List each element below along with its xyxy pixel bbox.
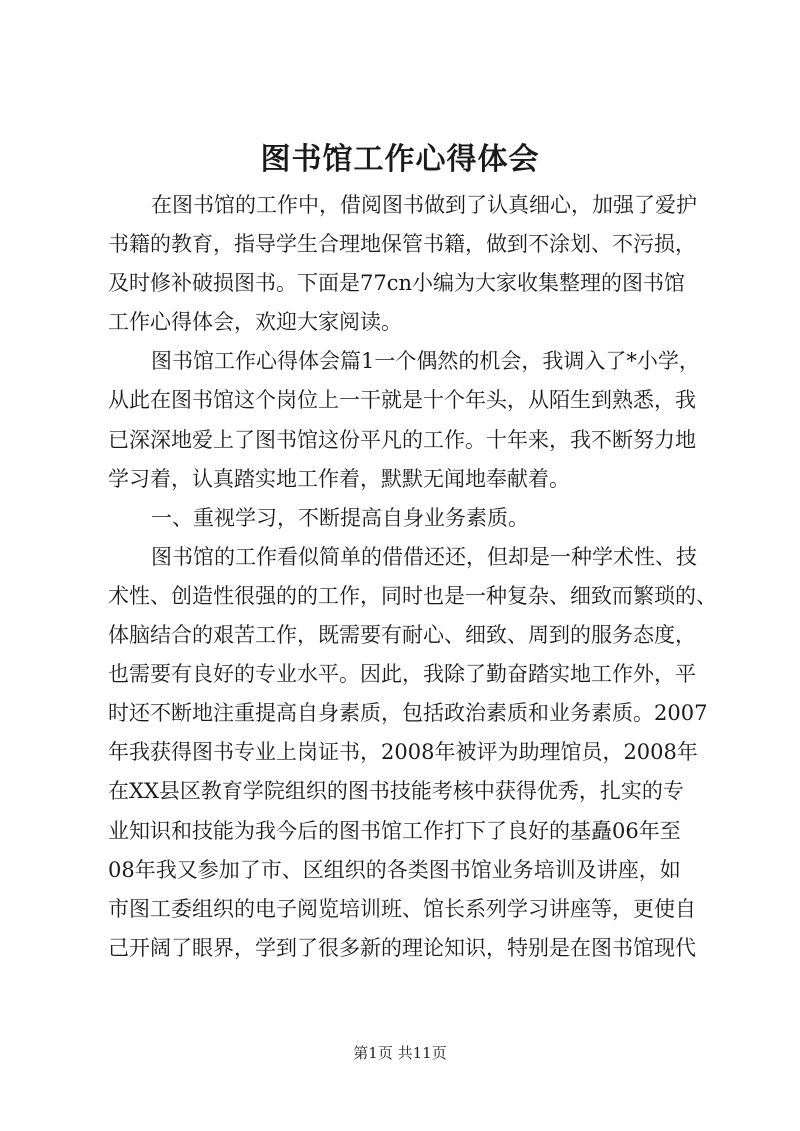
text-line: 工作心得体会，欢迎大家阅读。 [108, 310, 402, 335]
text-line: 市图工委组织的电子阅览培训班、馆长系列学习讲座等，更使自 [108, 896, 696, 921]
text-line: 从此在图书馆这个岗位上一干就是十个年头，从陌生到熟悉，我 [108, 388, 696, 413]
text-line: 体脑结合的艰苦工作，既需要有耐心、细致、周到的服务态度， [108, 623, 696, 648]
text-line: 术性、创造性很强的的工作，同时也是一种复杂、细致而繁琐的、 [108, 583, 717, 608]
text-line: 08年我又参加了市、区组织的各类图书馆业务培训及讲座，如 [108, 857, 681, 882]
text-line: 学习着，认真踏实地工作着，默默无闻地奉献着。 [108, 466, 570, 491]
text-line: 书籍的教育，指导学生合理地保管书籍，做到不涂划、不污损， [108, 232, 696, 257]
text-line: 年我获得图书专业上岗证书，2008年被评为助理馆员，2008年 [108, 740, 698, 765]
text-line: 已深深地爱上了图书馆这份平凡的工作。十年来，我不断努力地 [108, 427, 696, 452]
text-line: 图书馆的工作看似简单的借借还还，但却是一种学术性、技 [151, 544, 697, 569]
text-line: 己开阔了眼界，学到了很多新的理论知识，特别是在图书馆现代 [108, 935, 696, 960]
section-heading: 一、重视学习，不断提高自身业务素质。 [151, 505, 529, 530]
text-line: 时还不断地注重提高自身素质，包括政治素质和业务素质。2007 [108, 701, 708, 726]
text-line: 图书馆工作心得体会篇1一个偶然的机会，我调入了*小学， [151, 349, 700, 374]
text-line: 在XX县区教育学院组织的图书技能考核中获得优秀，扎实的专 [108, 779, 684, 804]
text-line: 业知识和技能为我今后的图书馆工作打下了良好的基矗06年至 [108, 818, 681, 843]
page-number-footer: 第1页 共11页 [353, 1044, 447, 1062]
text-line: 在图书馆的工作中，借阅图书做到了认真细心，加强了爱护 [151, 193, 697, 217]
text-line: 也需要有良好的专业水平。因此，我除了勤奋踏实地工作外，平 [108, 662, 696, 687]
page-title: 图书馆工作心得体会 [260, 142, 540, 177]
document-body [108, 186, 717, 968]
text-line: 及时修补破损图书。下面是77cn小编为大家收集整理的图书馆 [108, 271, 686, 296]
